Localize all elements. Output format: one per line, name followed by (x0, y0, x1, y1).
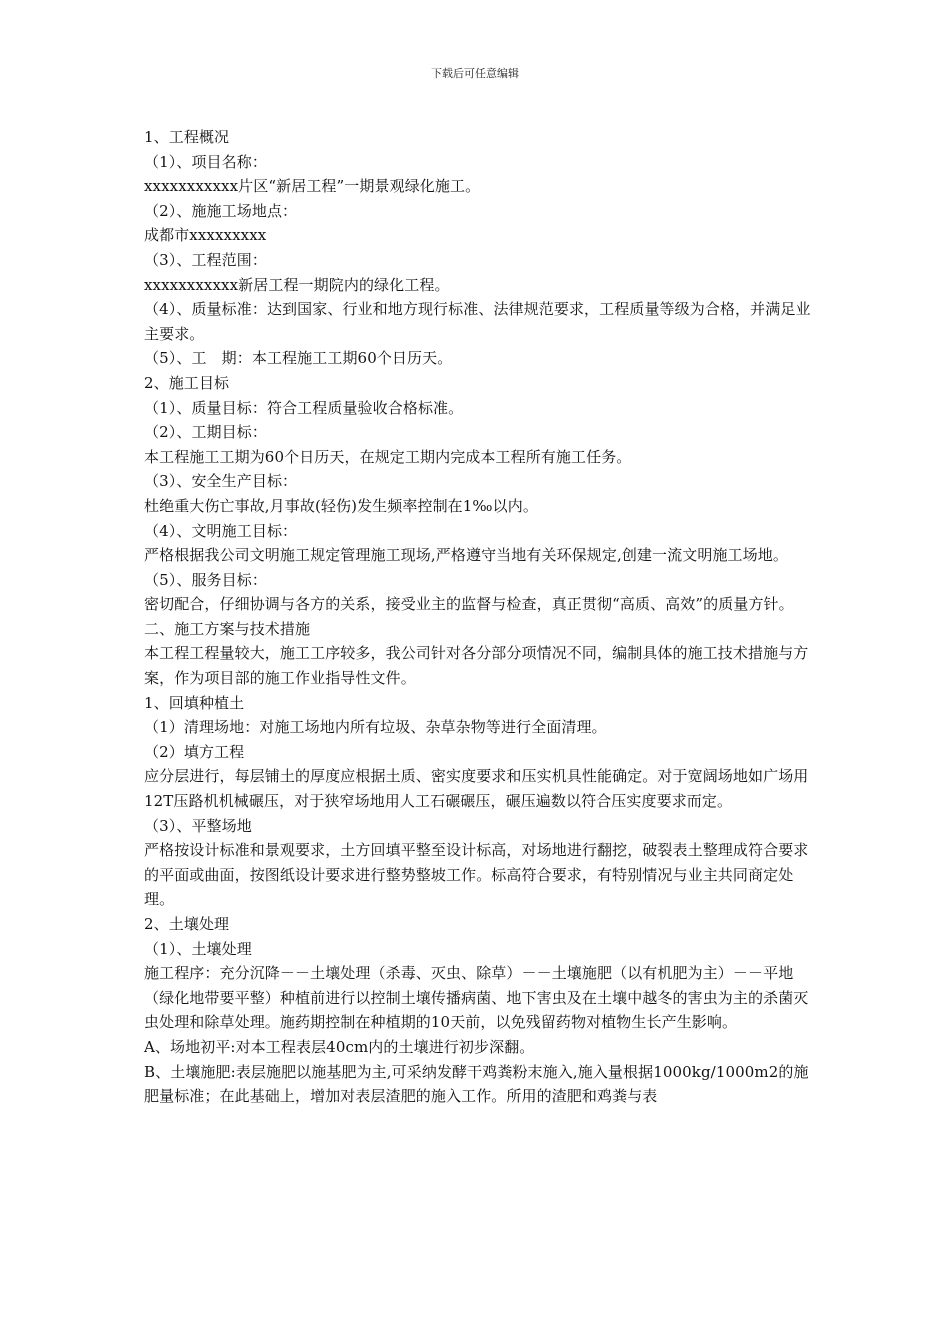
paragraph: 施工程序：充分沉降－－土壤处理（杀毒、灭虫、除草）－－土壤施肥（以有机肥为主）－－平地（绿化地带要平整）种植前进行以控制土壤传播病菌、地下害虫及在土壤中越冬的害虫为主的杀菌灭虫处理和除草处理。施药期控制在种植期的10天前，以免残留药物对植物生长产生影响。 (144, 964, 809, 1032)
paragraph: （3）、平整场地 (144, 816, 252, 835)
paragraph: 成都市xxxxxxxxx (144, 226, 267, 245)
paragraph: A、场地初平:对本工程表层40cm内的土壤进行初步深翻。 (144, 1037, 535, 1056)
section-heading: 二、施工方案与技术措施 (144, 619, 311, 638)
paragraph: 杜绝重大伤亡事故,月事故(轻伤)发生频率控制在1‰以内。 (144, 496, 538, 515)
paragraph: （4）、质量标准：达到国家、行业和地方现行标准、法律规范要求，工程质量等级为合格，并满足业主要求。 (144, 300, 811, 343)
document-body (144, 125, 814, 1109)
paragraph: 严格按设计标准和景观要求，土方回填平整至设计标高，对场地进行翻挖，破裂表土整理成符合要求的平面或曲面，按图纸设计要求进行整势整坡工作。标高符合要求，有特别情况与业主共同商定处理。 (144, 841, 809, 909)
paragraph: （1）清理场地：对施工场地内所有垃圾、杂草杂物等进行全面清理。 (144, 718, 607, 737)
section-heading: 1、工程概况 (144, 128, 230, 146)
paragraph: （4）、文明施工目标： (144, 521, 298, 540)
paragraph: （3）、安全生产目标： (144, 472, 298, 491)
paragraph: （2）、工期目标： (144, 423, 267, 442)
paragraph: 密切配合，仔细协调与各方的关系，接受业主的监督与检查，真正贯彻“高质、高效”的质量方针。 (144, 595, 794, 614)
paragraph: （1）、土壤处理 (144, 939, 252, 958)
paragraph: （1）、质量目标：符合工程质量验收合格标准。 (144, 398, 464, 417)
paragraph: （5）、服务目标： (144, 570, 267, 589)
paragraph: （3）、工程范围： (144, 250, 267, 269)
paragraph: （2）、施施工场地点： (144, 201, 298, 220)
paragraph: 本工程工程量较大，施工工序较多，我公司针对各分部分项情况不同，编制具体的施工技术措施与方案，作为项目部的施工作业指导性文件。 (144, 644, 809, 688)
section-heading: 2、施工目标 (144, 373, 230, 392)
paragraph: 本工程施工工期为60个日历天，在规定工期内完成本工程所有施工任务。 (144, 447, 632, 466)
section-heading: 1、回填种植土 (144, 693, 245, 712)
paragraph: 严格根据我公司文明施工规定管理施工现场,严格遵守当地有关环保规定,创建一流文明施工场地。 (144, 546, 788, 565)
paragraph: （5）、工 期：本工程施工工期60个日历天。 (144, 349, 453, 368)
paragraph: （1）、项目名称： (144, 152, 267, 171)
paragraph: xxxxxxxxxxx片区“新居工程”一期景观绿化施工。 (144, 177, 481, 196)
paragraph: 应分层进行，每层铺土的厚度应根据土质、密实度要求和压实机具性能确定。对于宽阔场地如广场用12T压路机机械碾压，对于狭窄场地用人工石碾碾压，碾压遍数以符合压实度要求而定。 (144, 767, 809, 811)
page-header: 下载后可任意编辑 (431, 67, 519, 80)
section-heading: 2、土壤处理 (144, 915, 230, 933)
paragraph: xxxxxxxxxxx新居工程一期院内的绿化工程。 (144, 275, 450, 294)
paragraph: （2）填方工程 (144, 742, 245, 761)
paragraph: B、土壤施肥:表层施肥以施基肥为主,可采纳发酵干鸡粪粉末施入,施入量根据1000kg/1000m2的施肥量标准；在此基础上，增加对表层渣肥的施入工作。所用的渣肥和鸡粪与表 (144, 1062, 809, 1106)
